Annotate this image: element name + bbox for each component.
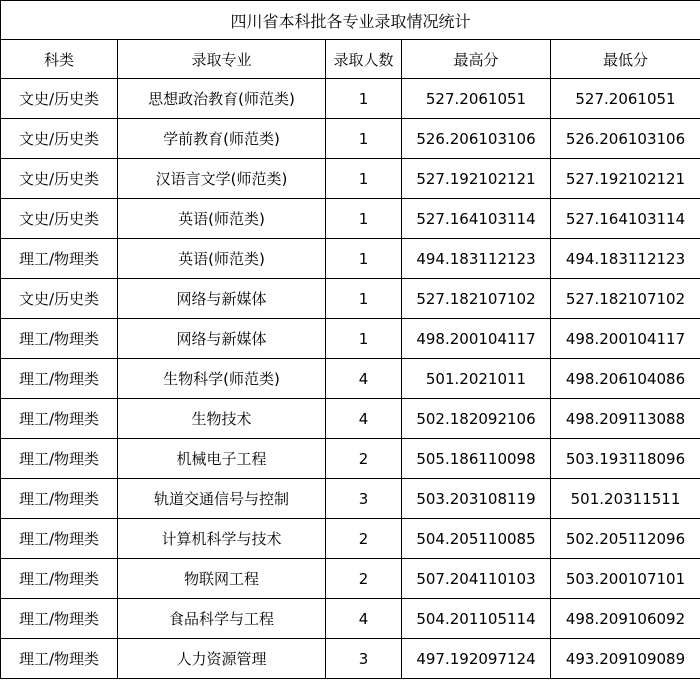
cell-major: 英语(师范类) xyxy=(118,239,326,279)
cell-min-score: 527.164103114 xyxy=(551,199,700,239)
cell-category: 理工/物理类 xyxy=(1,599,118,639)
cell-major: 网络与新媒体 xyxy=(118,279,326,319)
cell-major: 网络与新媒体 xyxy=(118,319,326,359)
table-row xyxy=(1,599,700,639)
cell-category: 理工/物理类 xyxy=(1,319,118,359)
cell-major: 轨道交通信号与控制 xyxy=(118,479,326,519)
table-title-row xyxy=(1,1,700,40)
cell-category: 理工/物理类 xyxy=(1,519,118,559)
table-row xyxy=(1,199,700,239)
cell-category: 理工/物理类 xyxy=(1,559,118,599)
cell-min-score: 498.209106092 xyxy=(551,599,700,639)
cell-major: 人力资源管理 xyxy=(118,639,326,679)
cell-max-score: 527.164103114 xyxy=(402,199,551,239)
cell-major: 计算机科学与技术 xyxy=(118,519,326,559)
cell-count: 3 xyxy=(326,479,402,519)
table-row xyxy=(1,279,700,319)
cell-min-score: 498.206104086 xyxy=(551,359,700,399)
table-row xyxy=(1,239,700,279)
cell-count: 1 xyxy=(326,79,402,119)
cell-count: 1 xyxy=(326,119,402,159)
cell-count: 1 xyxy=(326,199,402,239)
cell-min-score: 493.209109089 xyxy=(551,639,700,679)
cell-min-score: 502.205112096 xyxy=(551,519,700,559)
cell-min-score: 526.206103106 xyxy=(551,119,700,159)
cell-max-score: 502.182092106 xyxy=(402,399,551,439)
cell-category: 文史/历史类 xyxy=(1,79,118,119)
table-row xyxy=(1,119,700,159)
cell-count: 1 xyxy=(326,159,402,199)
cell-max-score: 527.192102121 xyxy=(402,159,551,199)
cell-min-score: 498.209113088 xyxy=(551,399,700,439)
table-row xyxy=(1,159,700,199)
cell-count: 4 xyxy=(326,399,402,439)
header-min-score: 最低分 xyxy=(551,40,700,79)
cell-count: 2 xyxy=(326,439,402,479)
table-row xyxy=(1,559,700,599)
cell-category: 理工/物理类 xyxy=(1,439,118,479)
header-major: 录取专业 xyxy=(118,40,326,79)
cell-min-score: 498.200104117 xyxy=(551,319,700,359)
table-row xyxy=(1,79,700,119)
cell-min-score: 503.200107101 xyxy=(551,559,700,599)
cell-major: 食品科学与工程 xyxy=(118,599,326,639)
cell-count: 1 xyxy=(326,279,402,319)
cell-max-score: 503.203108119 xyxy=(402,479,551,519)
cell-major: 生物技术 xyxy=(118,399,326,439)
table-header-row xyxy=(1,40,700,79)
cell-count: 2 xyxy=(326,559,402,599)
table-row xyxy=(1,519,700,559)
cell-count: 4 xyxy=(326,599,402,639)
cell-count: 4 xyxy=(326,359,402,399)
cell-category: 文史/历史类 xyxy=(1,199,118,239)
table-row xyxy=(1,319,700,359)
cell-count: 3 xyxy=(326,639,402,679)
cell-major: 物联网工程 xyxy=(118,559,326,599)
cell-max-score: 505.186110098 xyxy=(402,439,551,479)
cell-major: 机械电子工程 xyxy=(118,439,326,479)
cell-category: 理工/物理类 xyxy=(1,239,118,279)
cell-min-score: 527.2061051 xyxy=(551,79,700,119)
header-category: 科类 xyxy=(1,40,118,79)
cell-min-score: 501.20311511 xyxy=(551,479,700,519)
cell-count: 1 xyxy=(326,239,402,279)
cell-max-score: 526.206103106 xyxy=(402,119,551,159)
cell-category: 理工/物理类 xyxy=(1,399,118,439)
cell-max-score: 507.204110103 xyxy=(402,559,551,599)
cell-count: 2 xyxy=(326,519,402,559)
header-max-score: 最高分 xyxy=(402,40,551,79)
table-row xyxy=(1,399,700,439)
cell-count: 1 xyxy=(326,319,402,359)
cell-category: 文史/历史类 xyxy=(1,119,118,159)
table-row xyxy=(1,639,700,679)
cell-category: 文史/历史类 xyxy=(1,159,118,199)
table-row xyxy=(1,439,700,479)
cell-max-score: 504.201105114 xyxy=(402,599,551,639)
table-row xyxy=(1,479,700,519)
cell-major: 生物科学(师范类) xyxy=(118,359,326,399)
cell-max-score: 504.205110085 xyxy=(402,519,551,559)
cell-max-score: 498.200104117 xyxy=(402,319,551,359)
cell-max-score: 494.183112123 xyxy=(402,239,551,279)
cell-major: 英语(师范类) xyxy=(118,199,326,239)
cell-min-score: 503.193118096 xyxy=(551,439,700,479)
cell-max-score: 497.192097124 xyxy=(402,639,551,679)
cell-max-score: 527.182107102 xyxy=(402,279,551,319)
cell-category: 文史/历史类 xyxy=(1,279,118,319)
cell-min-score: 527.192102121 xyxy=(551,159,700,199)
header-count: 录取人数 xyxy=(326,40,402,79)
cell-max-score: 527.2061051 xyxy=(402,79,551,119)
cell-major: 汉语言文学(师范类) xyxy=(118,159,326,199)
cell-max-score: 501.2021011 xyxy=(402,359,551,399)
cell-min-score: 494.183112123 xyxy=(551,239,700,279)
cell-category: 理工/物理类 xyxy=(1,639,118,679)
cell-category: 理工/物理类 xyxy=(1,359,118,399)
table-title: 四川省本科批各专业录取情况统计 xyxy=(1,1,700,40)
cell-min-score: 527.182107102 xyxy=(551,279,700,319)
cell-major: 学前教育(师范类) xyxy=(118,119,326,159)
cell-major: 思想政治教育(师范类) xyxy=(118,79,326,119)
table-row xyxy=(1,359,700,399)
cell-category: 理工/物理类 xyxy=(1,479,118,519)
